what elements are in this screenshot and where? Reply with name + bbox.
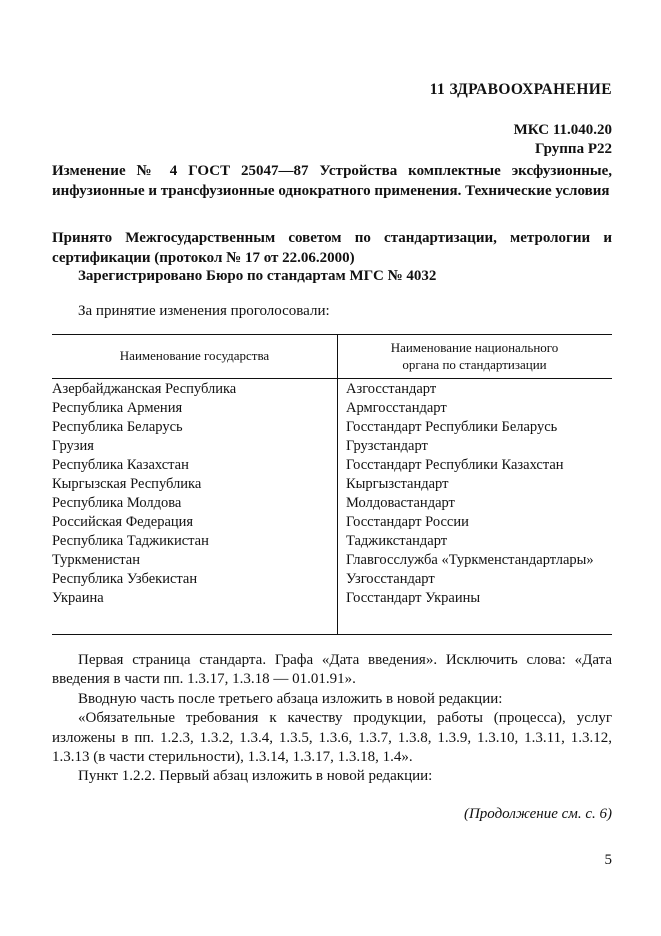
table-row (52, 551, 612, 570)
amendment-title: Изменение № 4 ГОСТ 25047—87 Устройства комплектные эксфузионные, инфузионные и трансфузионные однократного применения. Технические условия (52, 163, 612, 199)
body-paragraph: Вводную часть после третьего абзаца изложить в новой редакции: (78, 690, 503, 707)
table-top-rule (52, 334, 612, 335)
table-header-state: Наименование государства (119, 348, 270, 363)
standards-body-name: Госстандарт Украины (346, 590, 481, 606)
state-name: Республика Армения (52, 400, 183, 416)
state-name: Кыргызская Республика (52, 476, 202, 492)
state-name: Республика Таджикистан (52, 533, 209, 549)
standards-body-name: Азгосстандарт (346, 381, 437, 397)
standards-body-name: Главгосслужба «Туркменстандартлары» (346, 552, 594, 568)
standards-body-name: Таджикстандарт (346, 533, 448, 549)
standards-body-name: Госстандарт Республики Беларусь (346, 419, 558, 435)
table-row (52, 399, 612, 418)
classification-block (52, 121, 612, 159)
table-header-body-line2: органа по стандартизации (402, 357, 547, 372)
page-number: 5 (604, 852, 612, 868)
state-name: Республика Беларусь (52, 419, 183, 435)
body-paragraph: Первая страница стандарта. Графа «Дата введения». Исключить слова: «Дата введения в части пп. 1.3.17, 1.3.18 — 01.01.91». (52, 652, 612, 688)
body-paragraph: «Обязательные требования к качеству продукции, работы (процесса), услуг изложены в пп. 1.2.3, 1.3.2, 1.3.4, 1.3.5, 1.3.6, 1.3.7, 1.3.8, 1.3.9, 1.3.10, 1.3.11, 1.3.12, 1.3.13 (в части стерильности), 1.3.14, 1.3.17, 1.3.18, 1.4». (52, 710, 612, 766)
state-name: Туркменистан (52, 552, 140, 568)
section-heading: 11 ЗДРАВООХРАНЕНИЕ (429, 81, 612, 98)
standards-body-name: Госстандарт Республики Казахстан (346, 457, 564, 473)
continuation-note: (Продолжение см. с. 6) (463, 806, 612, 822)
table-bottom-rule (52, 634, 612, 635)
state-name: Украина (52, 590, 104, 606)
voting-table-body (52, 380, 612, 608)
table-row (52, 494, 612, 513)
table-row (52, 513, 612, 532)
table-row (52, 570, 612, 589)
table-header-rule (52, 378, 612, 379)
table-row (52, 380, 612, 399)
table-row (52, 418, 612, 437)
state-name: Российская Федерация (52, 514, 194, 530)
standards-body-name: Грузстандарт (346, 438, 428, 454)
registration-statement: Зарегистрировано Бюро по стандартам МГС № 4032 (78, 268, 437, 284)
standards-body-name: Молдовастандарт (346, 495, 455, 511)
body-paragraph: Пункт 1.2.2. Первый абзац изложить в новой редакции: (78, 768, 433, 785)
table-row (52, 532, 612, 551)
table-row (52, 437, 612, 456)
state-name: Республика Молдова (52, 495, 182, 511)
state-name: Грузия (52, 438, 94, 454)
standards-body-name: Госстандарт России (346, 514, 469, 530)
standards-body-name: Кыргызстандарт (346, 476, 449, 492)
amendment-body (52, 651, 612, 787)
table-header-body-line1: Наименование национального (390, 340, 559, 355)
table-row (52, 475, 612, 494)
state-name: Республика Узбекистан (52, 571, 198, 587)
voted-intro: За принятие изменения проголосовали: (78, 303, 330, 319)
table-header-body (337, 339, 612, 373)
state-name: Азербайджанская Республика (52, 381, 237, 397)
adoption-statement: Принято Межгосударственным советом по стандартизации, метрологии и сертификации (протокол № 17 от 22.06.2000) (52, 230, 612, 266)
standards-body-name: Узгосстандарт (346, 571, 435, 587)
state-name: Республика Казахстан (52, 457, 189, 473)
table-row (52, 589, 612, 608)
standards-body-name: Армгосстандарт (346, 400, 447, 416)
mks-code: МКС 11.040.20 (513, 122, 612, 138)
group-code: Группа Р22 (535, 141, 612, 157)
table-row (52, 456, 612, 475)
